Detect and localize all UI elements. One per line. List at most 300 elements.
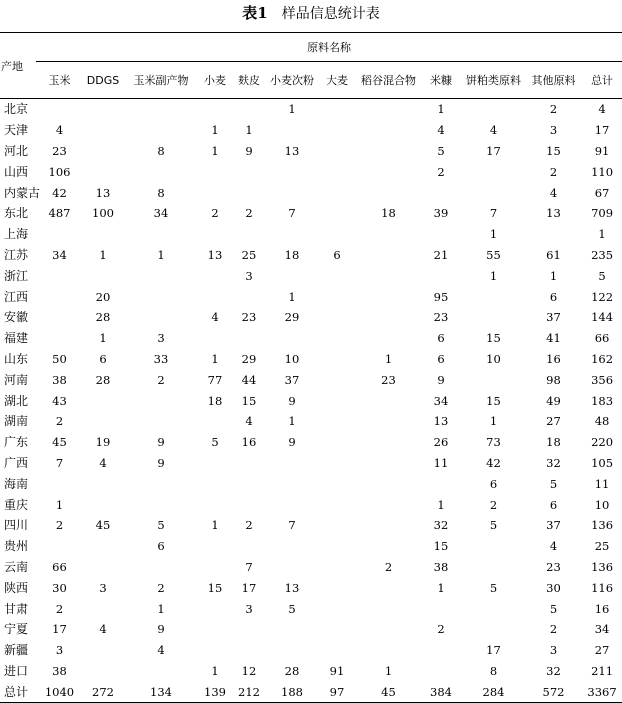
value-cell: 1 [211,663,219,678]
table-row [0,245,622,266]
region-cell: 山西 [4,164,29,179]
value-cell [317,536,357,557]
value-cell: 18 [207,393,223,408]
table-row [0,99,622,120]
value-cell [231,536,267,557]
value-cell [231,286,267,307]
value-cell [317,453,357,474]
value-cell [231,182,267,203]
value-cell [357,494,420,515]
value-cell: 212 [231,681,267,702]
column-header-row [0,62,622,99]
value-cell [462,182,525,203]
value-cell: 6 [437,331,445,346]
value-cell: 1 [55,497,64,512]
value-cell: 9 [157,435,165,450]
value-cell: 4 [211,310,219,325]
value-cell [123,411,199,432]
value-cell [357,432,420,453]
value-cell: 77 [207,372,223,387]
value-cell: 4 [99,455,107,470]
value-cell: 23 [52,143,67,158]
value-cell: 1 [598,227,606,242]
value-cell: 211 [591,663,614,678]
value-cell [462,619,525,640]
value-cell: 5 [598,268,606,283]
value-cell [199,328,231,349]
table-row [0,661,622,682]
value-cell [357,161,420,182]
value-cell: 37 [546,310,561,325]
value-cell: 1 [211,351,219,366]
value-cell: 1 [489,268,498,283]
table-title: 样品信息统计表 [281,6,380,22]
value-cell [83,640,123,661]
value-cell [123,265,199,286]
value-cell: 2 [157,580,165,595]
value-cell: 487 [48,206,71,221]
value-cell: 11 [433,455,449,470]
table-body [0,99,622,703]
value-cell [231,494,267,515]
column-header: 玉米副产物 [133,74,189,87]
value-cell [462,369,525,390]
value-cell [267,557,317,578]
value-cell: 15 [546,143,561,158]
value-cell [199,598,231,619]
value-cell [83,224,123,245]
value-cell: 136 [591,559,614,574]
value-cell: 98 [546,372,561,387]
value-cell [123,224,199,245]
value-cell [317,224,357,245]
value-cell: 45 [95,518,111,533]
value-cell: 1 [489,227,498,242]
value-cell [199,224,231,245]
value-cell: 16 [241,435,257,450]
value-cell: 356 [591,372,614,387]
value-cell: 2 [489,497,498,512]
value-cell: 66 [594,331,610,346]
region-cell: 甘肃 [4,601,29,616]
value-cell [462,286,525,307]
value-cell: 1 [211,123,219,138]
value-cell: 1 [549,268,558,283]
value-cell [317,141,357,162]
value-cell [83,141,123,162]
value-cell [231,453,267,474]
value-cell: 272 [83,681,123,702]
value-cell [231,161,267,182]
value-cell [267,453,317,474]
value-cell: 13 [95,185,111,200]
table-row [0,328,622,349]
value-cell: 1 [245,123,253,138]
value-cell [267,224,317,245]
value-cell: 28 [284,663,300,678]
value-cell [123,286,199,307]
value-cell [123,557,199,578]
value-cell: 136 [591,518,614,533]
value-cell: 4 [437,123,445,138]
value-cell: 5 [489,580,498,595]
value-cell [123,390,199,411]
value-cell: 10 [486,351,501,366]
value-cell: 61 [546,247,561,262]
value-cell: 8 [157,143,165,158]
region-cell: 北京 [4,102,29,117]
value-cell [267,328,317,349]
region-cell: 河南 [4,372,29,387]
value-cell: 15 [486,393,501,408]
region-cell: 江苏 [4,247,29,262]
value-cell: 2 [437,164,445,179]
value-cell: 4 [489,123,498,138]
value-cell: 220 [591,435,614,450]
value-cell [357,328,420,349]
value-cell: 41 [546,331,561,346]
value-cell: 162 [591,351,614,366]
value-cell: 5 [211,435,219,450]
value-cell: 1 [489,414,498,429]
value-cell: 38 [433,559,449,574]
value-cell [420,224,462,245]
column-header: 饼粕类原料 [466,74,521,87]
value-cell: 8 [489,663,498,678]
value-cell: 6 [549,497,558,512]
value-cell: 105 [591,455,614,470]
value-cell: 73 [486,435,501,450]
value-cell [83,120,123,141]
value-cell: 43 [52,393,67,408]
value-cell [357,286,420,307]
value-cell [199,265,231,286]
value-cell: 6 [489,476,498,491]
value-cell [357,453,420,474]
region-cell: 海南 [4,476,29,491]
value-cell [199,494,231,515]
table-row [0,473,622,494]
value-cell [83,99,123,120]
value-cell [36,224,83,245]
value-cell [357,224,420,245]
value-cell: 122 [591,289,614,304]
value-cell [199,640,231,661]
value-cell [317,577,357,598]
value-cell [317,286,357,307]
value-cell [267,265,317,286]
value-cell [317,120,357,141]
value-cell [231,640,267,661]
value-cell: 7 [288,518,296,533]
region-cell: 河北 [4,143,29,158]
value-cell: 3 [549,123,558,138]
value-cell: 32 [546,663,561,678]
region-cell: 广西 [4,455,29,470]
value-cell [123,661,199,682]
value-cell: 709 [591,206,614,221]
value-cell [267,494,317,515]
table-row [0,577,622,598]
value-cell: 235 [591,247,614,262]
value-cell [317,557,357,578]
value-cell: 106 [48,164,71,179]
region-cell: 江西 [4,289,29,304]
value-cell: 1 [157,247,165,262]
value-cell: 9 [288,435,296,450]
value-cell [357,307,420,328]
value-cell: 6 [157,539,165,554]
value-cell [357,390,420,411]
region-cell: 山东 [4,351,29,366]
value-cell [123,307,199,328]
value-cell [357,515,420,536]
value-cell: 5 [288,601,296,616]
material-group-header: 原料名称 [36,33,622,62]
value-cell: 1 [384,663,393,678]
value-cell [317,619,357,640]
table-row [0,432,622,453]
value-cell [199,453,231,474]
value-cell [83,661,123,682]
value-cell [123,494,199,515]
value-cell [83,411,123,432]
value-cell: 5 [489,518,498,533]
value-cell [123,120,199,141]
value-cell: 28 [95,372,111,387]
table-row [0,515,622,536]
value-cell: 32 [433,518,449,533]
value-cell [83,494,123,515]
value-cell [357,640,420,661]
value-cell [83,265,123,286]
value-cell: 49 [546,393,561,408]
value-cell [36,536,83,557]
value-cell [231,99,267,120]
table-number: 表1 [242,4,268,22]
value-cell: 3367 [582,681,622,702]
region-cell: 浙江 [4,268,29,283]
value-cell [317,182,357,203]
value-cell [231,224,267,245]
value-cell: 9 [245,143,253,158]
value-cell: 6 [333,247,341,262]
value-cell: 97 [317,681,357,702]
value-cell [357,265,420,286]
value-cell: 1 [288,102,296,117]
value-cell: 144 [591,310,614,325]
table-row [0,640,622,661]
value-cell [317,349,357,370]
table-row [0,203,622,224]
value-cell: 7 [489,206,498,221]
value-cell [231,619,267,640]
value-cell: 5 [157,518,165,533]
value-cell: 1 [211,518,219,533]
value-cell: 32 [546,455,561,470]
value-cell: 45 [357,681,420,702]
value-cell: 34 [433,393,449,408]
value-cell: 1 [437,102,445,117]
value-cell: 16 [546,351,561,366]
value-cell: 1 [384,351,393,366]
region-cell: 湖南 [4,414,29,429]
value-cell: 100 [92,206,114,221]
value-cell: 6 [437,351,445,366]
value-cell: 95 [433,289,449,304]
value-cell: 50 [52,351,67,366]
region-cell: 天津 [4,123,29,138]
value-cell: 13 [284,580,300,595]
value-cell [123,99,199,120]
value-cell: 2 [384,559,393,574]
value-cell: 34 [52,247,67,262]
value-cell: 188 [267,681,317,702]
value-cell: 23 [381,372,396,387]
table-row [0,557,622,578]
value-cell: 4 [549,185,558,200]
table-row [0,120,622,141]
table-row [0,265,622,286]
table-row [0,349,622,370]
value-cell [462,598,525,619]
value-cell: 34 [594,622,610,637]
value-cell [357,598,420,619]
value-cell: 16 [594,601,610,616]
value-cell: 33 [153,351,169,366]
value-cell [83,598,123,619]
value-cell [267,120,317,141]
value-cell [123,473,199,494]
value-cell [462,307,525,328]
value-cell [357,182,420,203]
value-cell: 8 [157,185,165,200]
value-cell [199,473,231,494]
value-cell: 37 [284,372,300,387]
value-cell: 1 [157,601,165,616]
value-cell: 13 [207,247,223,262]
value-cell: 15 [486,331,501,346]
value-cell [317,598,357,619]
value-cell: 134 [123,681,199,702]
value-cell [199,182,231,203]
value-cell [199,286,231,307]
value-cell: 15 [241,393,257,408]
value-cell [231,328,267,349]
value-cell: 21 [433,247,449,262]
table-row [0,141,622,162]
value-cell: 183 [591,393,614,408]
value-cell: 4 [55,123,64,138]
value-cell [199,99,231,120]
value-cell [420,598,462,619]
value-cell: 18 [381,206,396,221]
region-cell: 广东 [4,435,29,450]
value-cell [317,307,357,328]
value-cell: 15 [433,539,449,554]
value-cell [420,473,462,494]
value-cell: 38 [52,372,67,387]
value-cell: 1 [99,331,107,346]
value-cell: 7 [55,455,64,470]
value-cell: 9 [288,393,296,408]
value-cell [199,557,231,578]
value-cell: 6 [549,289,558,304]
table-row [0,453,622,474]
value-cell: 25 [594,539,610,554]
region-cell: 重庆 [4,497,29,512]
value-cell: 27 [594,643,610,658]
value-cell [357,99,420,120]
value-cell: 10 [594,497,610,512]
value-cell [317,203,357,224]
value-cell: 1 [437,497,445,512]
value-cell [199,619,231,640]
table-row [0,411,622,432]
value-cell [317,161,357,182]
value-cell: 23 [241,310,257,325]
value-cell: 2 [157,372,165,387]
value-cell [36,99,83,120]
value-cell [420,661,462,682]
value-cell: 116 [591,580,614,595]
value-cell: 29 [241,351,257,366]
value-cell: 1 [99,247,107,262]
value-cell: 29 [284,310,300,325]
value-cell: 10 [284,351,300,366]
value-cell: 67 [594,185,610,200]
value-cell: 2 [55,601,64,616]
value-cell: 4 [245,414,253,429]
value-cell [83,390,123,411]
value-cell: 139 [199,681,231,702]
value-cell: 39 [433,206,449,221]
value-cell: 5 [549,476,558,491]
value-cell: 27 [546,414,561,429]
value-cell: 7 [288,206,296,221]
value-cell [199,161,231,182]
value-cell: 5 [549,601,558,616]
value-cell: 1 [437,580,445,595]
value-cell [462,99,525,120]
value-cell [83,557,123,578]
region-cell: 上海 [4,227,29,242]
value-cell [357,577,420,598]
value-cell [267,161,317,182]
value-cell: 2 [245,206,253,221]
value-cell [317,640,357,661]
value-cell: 12 [241,663,257,678]
column-header: 麸皮 [238,74,260,87]
value-cell [267,182,317,203]
value-cell: 284 [462,681,525,702]
value-cell [83,473,123,494]
value-cell [267,619,317,640]
value-cell: 384 [420,681,462,702]
value-cell: 2 [549,622,558,637]
value-cell: 55 [486,247,501,262]
value-cell: 42 [52,185,67,200]
region-cell: 宁夏 [4,622,29,637]
value-cell: 13 [546,206,561,221]
value-cell: 2 [245,518,253,533]
value-cell [357,473,420,494]
table-row [0,161,622,182]
value-cell: 17 [52,622,67,637]
value-cell [420,265,462,286]
value-cell [36,286,83,307]
region-column-header: 产地 [1,59,23,73]
